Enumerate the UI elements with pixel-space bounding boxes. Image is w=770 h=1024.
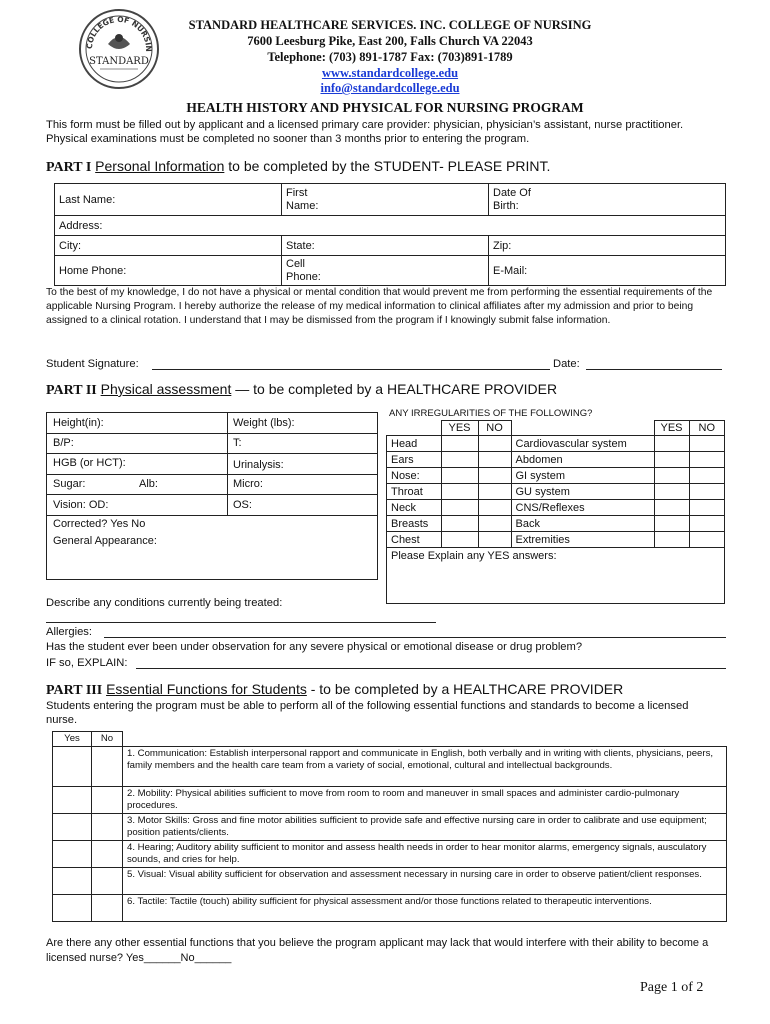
state-field[interactable]: State: bbox=[282, 236, 489, 256]
irreg-no-box[interactable] bbox=[689, 532, 725, 548]
part2-heading bbox=[46, 381, 557, 399]
function-motor-skills: 3. Motor Skills: Gross and fine motor abilities sufficient to provide safe and effective nursing care in order to calibrate and use equipment; position patients/clients. bbox=[123, 814, 727, 841]
function-mobility: 2. Mobility: Physical abilities sufficient to move from room to room and maneuver in small spaces and administer cardio-pulmonary procedures. bbox=[123, 787, 727, 814]
irreg-back: Back bbox=[511, 516, 654, 532]
irreg-yes-box[interactable] bbox=[441, 500, 478, 516]
first-name-field[interactable]: First Name: bbox=[282, 184, 489, 216]
irreg-no-box[interactable] bbox=[689, 484, 725, 500]
irreg-gi: GI system bbox=[511, 468, 654, 484]
function-yes-box[interactable] bbox=[53, 814, 92, 841]
logo-ring-text: COLLEGE OF NURSIN bbox=[84, 14, 154, 52]
height-label: Height(in): bbox=[53, 417, 104, 429]
date-label: Date: bbox=[553, 358, 580, 370]
part3-intro: Students entering the program must be able to perform all of the following essential functions and standards to become a licensed nurse. bbox=[46, 700, 689, 726]
yes-column-header: Yes bbox=[53, 732, 92, 747]
date-line[interactable] bbox=[586, 369, 722, 370]
urinalysis-label: Urinalysis: bbox=[233, 459, 284, 471]
irreg-yes-box[interactable] bbox=[654, 484, 689, 500]
function-yes-box[interactable] bbox=[53, 787, 92, 814]
no-column-header: No bbox=[92, 732, 123, 747]
explain-line[interactable] bbox=[136, 668, 726, 669]
essential-functions-table bbox=[52, 731, 727, 922]
if-so-label: IF so, EXPLAIN: bbox=[46, 657, 128, 669]
function-no-box[interactable] bbox=[92, 814, 123, 841]
part3-rest: - to be completed by a HEALTHCARE PROVIDER bbox=[306, 681, 624, 697]
function-yes-box[interactable] bbox=[53, 868, 92, 895]
irreg-yes-box[interactable] bbox=[654, 468, 689, 484]
irreg-yes-box[interactable] bbox=[441, 468, 478, 484]
email-field[interactable]: E-Mail: bbox=[489, 256, 726, 286]
part1-title: Personal Information bbox=[95, 158, 225, 174]
t-label: T: bbox=[233, 437, 242, 449]
irreg-no-box[interactable] bbox=[478, 452, 511, 468]
irreg-no-box[interactable] bbox=[689, 516, 725, 532]
function-yes-box[interactable] bbox=[53, 747, 92, 787]
function-tactile: 6. Tactile: Tactile (touch) ability sufficient for physical assessment and/or those functions related to therapeutic interventions. bbox=[123, 895, 727, 922]
school-name: STANDARD HEALTHCARE SERVICES. INC. COLLEGE OF NURSING bbox=[188, 18, 592, 32]
irreg-no-box[interactable] bbox=[478, 532, 511, 548]
signature-line[interactable] bbox=[152, 369, 550, 370]
right-yes-header: YES bbox=[654, 421, 689, 436]
function-no-box[interactable] bbox=[92, 895, 123, 922]
irreg-no-box[interactable] bbox=[478, 436, 511, 452]
weight-label: Weight (lbs): bbox=[233, 417, 295, 429]
irreg-yes-box[interactable] bbox=[441, 484, 478, 500]
irreg-no-box[interactable] bbox=[478, 484, 511, 500]
general-appearance-label: General Appearance: bbox=[53, 535, 157, 547]
function-yes-box[interactable] bbox=[53, 841, 92, 868]
part3-title: Essential Functions for Students bbox=[106, 681, 307, 697]
page-number: Page 1 of 2 bbox=[640, 980, 704, 995]
email-link[interactable]: info@standardcollege.edu bbox=[320, 81, 460, 95]
conditions-label: Describe any conditions currently being treated: bbox=[46, 597, 283, 609]
sugar-label: Sugar: bbox=[53, 478, 86, 490]
irreg-breasts: Breasts bbox=[387, 516, 442, 532]
allergies-line[interactable] bbox=[104, 637, 726, 638]
irreg-yes-box[interactable] bbox=[441, 516, 478, 532]
irreg-no-box[interactable] bbox=[689, 468, 725, 484]
irreg-yes-box[interactable] bbox=[654, 436, 689, 452]
form-title: HEALTH HISTORY AND PHYSICAL FOR NURSING PROGRAM bbox=[186, 100, 584, 115]
irreg-cns: CNS/Reflexes bbox=[511, 500, 654, 516]
website-link[interactable]: www.standardcollege.edu bbox=[321, 66, 459, 80]
irreg-no-box[interactable] bbox=[478, 500, 511, 516]
conditions-line[interactable] bbox=[46, 622, 436, 623]
vitals-box bbox=[46, 412, 378, 580]
alb-label: Alb: bbox=[139, 478, 158, 490]
function-yes-box[interactable] bbox=[53, 895, 92, 922]
function-hearing: 4. Hearing; Auditory ability sufficient to monitor and assess health needs in order to hear monitor alarms, emergency signals, ausculatory sounds, and cries for help. bbox=[123, 841, 727, 868]
irreg-yes-box[interactable] bbox=[654, 452, 689, 468]
function-no-box[interactable] bbox=[92, 841, 123, 868]
irreg-chest: Chest bbox=[387, 532, 442, 548]
signature-label: Student Signature: bbox=[46, 358, 139, 370]
last-name-field[interactable]: Last Name: bbox=[55, 184, 282, 216]
irreg-gu: GU system bbox=[511, 484, 654, 500]
allergies-label: Allergies: bbox=[46, 626, 93, 638]
attestation-text: To the best of my knowledge, I do not have a physical or mental condition that would prevent me from performing the essential requirements of the applicable Nursing Program. I hereby authorize the release of my medical information to clinical affiliates after my admission and prior to being assigned to a clinical rotation. I understand that I may be dismissed from the program if I knowingly submit false information. bbox=[46, 287, 713, 326]
part1-label: PART I bbox=[46, 160, 92, 175]
cell-phone-field[interactable]: Cell Phone: bbox=[282, 256, 489, 286]
logo-text: STANDARD bbox=[89, 56, 149, 67]
part2-label: PART II bbox=[46, 383, 97, 398]
part3-heading bbox=[46, 681, 623, 699]
irreg-abdomen: Abdomen bbox=[511, 452, 654, 468]
irreg-no-box[interactable] bbox=[478, 468, 511, 484]
function-no-box[interactable] bbox=[92, 747, 123, 787]
part3-label: PART III bbox=[46, 683, 103, 698]
part2-title: Physical assessment bbox=[100, 381, 232, 397]
function-no-box[interactable] bbox=[92, 787, 123, 814]
dob-field[interactable]: Date Of Birth: bbox=[489, 184, 726, 216]
irreg-yes-box[interactable] bbox=[654, 516, 689, 532]
irreg-ears: Ears bbox=[387, 452, 442, 468]
micro-label: Micro: bbox=[233, 478, 263, 490]
corrected-label: Corrected? Yes No bbox=[53, 518, 146, 530]
part1-rest: to be completed by the STUDENT- PLEASE PRINT. bbox=[224, 158, 551, 174]
irreg-cardio: Cardiovascular system bbox=[511, 436, 654, 452]
irreg-no-box[interactable] bbox=[689, 436, 725, 452]
irregularities-title: ANY IRREGULARITIES OF THE FOLLOWING? bbox=[389, 408, 593, 419]
school-phone: Telephone: (703) 891-1787 Fax: (703)891-1789 bbox=[267, 50, 513, 64]
right-no-header: NO bbox=[689, 421, 725, 436]
irreg-yes-box[interactable] bbox=[441, 452, 478, 468]
function-communication: 1. Communication: Establish interpersonal rapport and communicate in English, both verbally and in writing with clients, physicians, peers, family members and the health care team from a variety of social, emotional, cultural and intellectual backgrounds. bbox=[123, 747, 727, 787]
function-no-box[interactable] bbox=[92, 868, 123, 895]
irreg-no-box[interactable] bbox=[689, 500, 725, 516]
irreg-no-box[interactable] bbox=[689, 452, 725, 468]
irreg-throat: Throat bbox=[387, 484, 442, 500]
left-yes-header: YES bbox=[441, 421, 478, 436]
hgb-label: HGB (or HCT): bbox=[53, 457, 126, 469]
vision-od-label: Vision: OD: bbox=[53, 499, 109, 511]
irreg-no-box[interactable] bbox=[478, 516, 511, 532]
part1-heading bbox=[46, 158, 550, 176]
additional-functions-question: Are there any other essential functions that you believe the program applicant may lack that would interfere with their ability to become a licensed nurse? Yes______No______ bbox=[46, 937, 709, 964]
part2-rest: — to be completed by a HEALTHCARE PROVIDER bbox=[231, 381, 558, 397]
function-visual: 5. Visual: Visual ability sufficient for observation and assessment necessary in nursing care in order to observe patient/client responses. bbox=[123, 868, 727, 895]
form-intro: This form must be filled out by applicant and a licensed primary care provider: physician, physician’s assistant, nurse practitioner. Physical examinations must be completed no sooner than 3 months prior to entering the program. bbox=[46, 119, 684, 145]
zip-field[interactable]: Zip: bbox=[489, 236, 726, 256]
irreg-yes-box[interactable] bbox=[441, 532, 478, 548]
home-phone-field[interactable]: Home Phone: bbox=[55, 256, 282, 286]
address-field[interactable]: Address: bbox=[55, 216, 726, 236]
irreg-neck: Neck bbox=[387, 500, 442, 516]
irreg-yes-box[interactable] bbox=[441, 436, 478, 452]
explain-yes-field[interactable]: Please Explain any YES answers: bbox=[387, 548, 725, 604]
irreg-yes-box[interactable] bbox=[654, 500, 689, 516]
irreg-nose: Nose: bbox=[387, 468, 442, 484]
school-address: 7600 Leesburg Pike, East 200, Falls Church VA 22043 bbox=[247, 34, 533, 48]
irregularities-table bbox=[386, 420, 725, 604]
left-no-header: NO bbox=[478, 421, 511, 436]
personal-info-table bbox=[54, 183, 726, 286]
observation-question: Has the student ever been under observation for any severe physical or emotional disease or drug problem? bbox=[46, 641, 583, 653]
irreg-head: Head bbox=[387, 436, 442, 452]
irreg-yes-box[interactable] bbox=[654, 532, 689, 548]
os-label: OS: bbox=[233, 499, 252, 511]
bp-label: B/P: bbox=[53, 437, 74, 449]
city-field[interactable]: City: bbox=[55, 236, 282, 256]
irreg-extremities: Extremities bbox=[511, 532, 654, 548]
